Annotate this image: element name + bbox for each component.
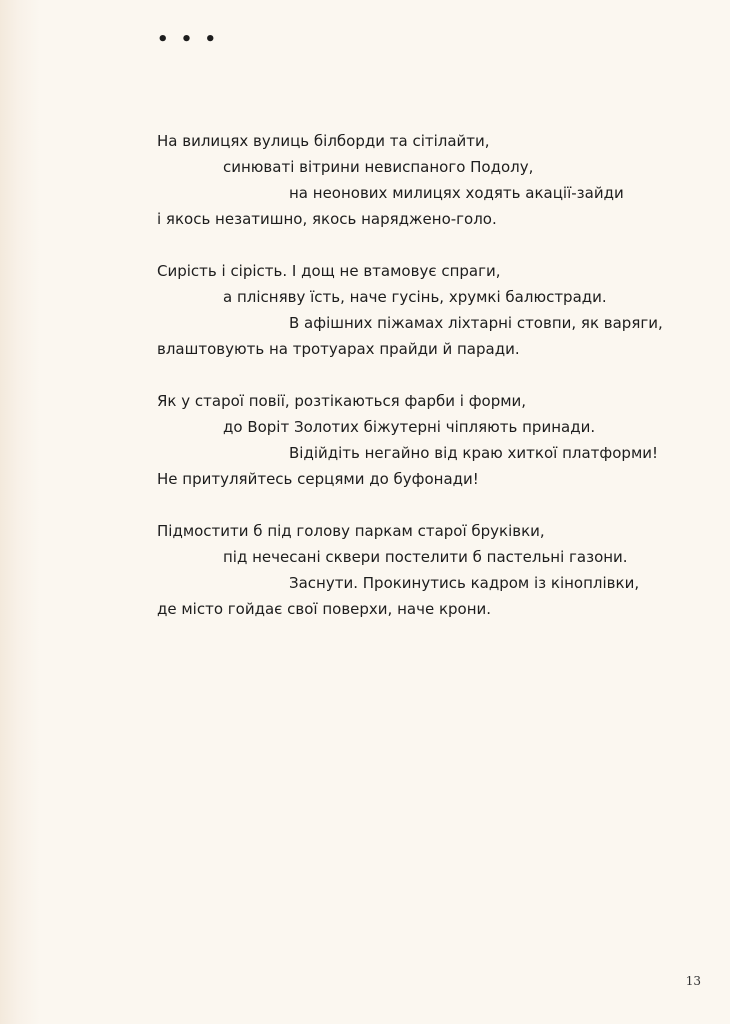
poem-line: Як у старої повії, розтікаються фарби і форми, xyxy=(157,392,527,410)
stanza-2 xyxy=(157,258,677,362)
poem-line: а плісняву їсть, наче гусінь, хрумкі балюстради. xyxy=(223,288,607,306)
stanza-3 xyxy=(157,388,677,492)
poem-line: на неонових милицях ходять акації-зайди xyxy=(289,184,624,202)
poem-line: і якось незатишно, якось наряджено-голо. xyxy=(157,210,497,228)
poem-line: синюваті вітрини невиспаного Подолу, xyxy=(223,158,534,176)
poem-line: В афішних піжамах ліхтарні стовпи, як варяги, xyxy=(289,314,663,332)
poem-line: Відійдіть негайно від краю хиткої платформи! xyxy=(289,444,659,462)
stanza-4 xyxy=(157,518,677,622)
poem xyxy=(157,128,677,648)
poem-line: Не притуляйтесь серцями до буфонади! xyxy=(157,470,479,488)
poem-line: Сирість і сірість. І дощ не втамовує спраги, xyxy=(157,262,501,280)
poem-line: де місто гойдає свої поверхи, наче крони. xyxy=(157,600,492,618)
page-number: 13 xyxy=(685,974,701,988)
poem-line: під нечесані сквери постелити б пастельні газони. xyxy=(223,548,628,566)
poem-line: Заснути. Прокинутись кадром із кіноплівки, xyxy=(289,574,640,592)
poem-line: до Воріт Золотих біжутерні чіпляють принади. xyxy=(223,418,596,436)
poem-line: влаштовують на тротуарах прайди й паради. xyxy=(157,340,520,358)
stanza-1 xyxy=(157,128,677,232)
section-ornament: • • • xyxy=(157,29,220,50)
poem-line: Підмостити б під голову паркам старої бруківки, xyxy=(157,522,545,540)
poem-line: На вилицях вулиць білборди та сітілайти, xyxy=(157,132,490,150)
